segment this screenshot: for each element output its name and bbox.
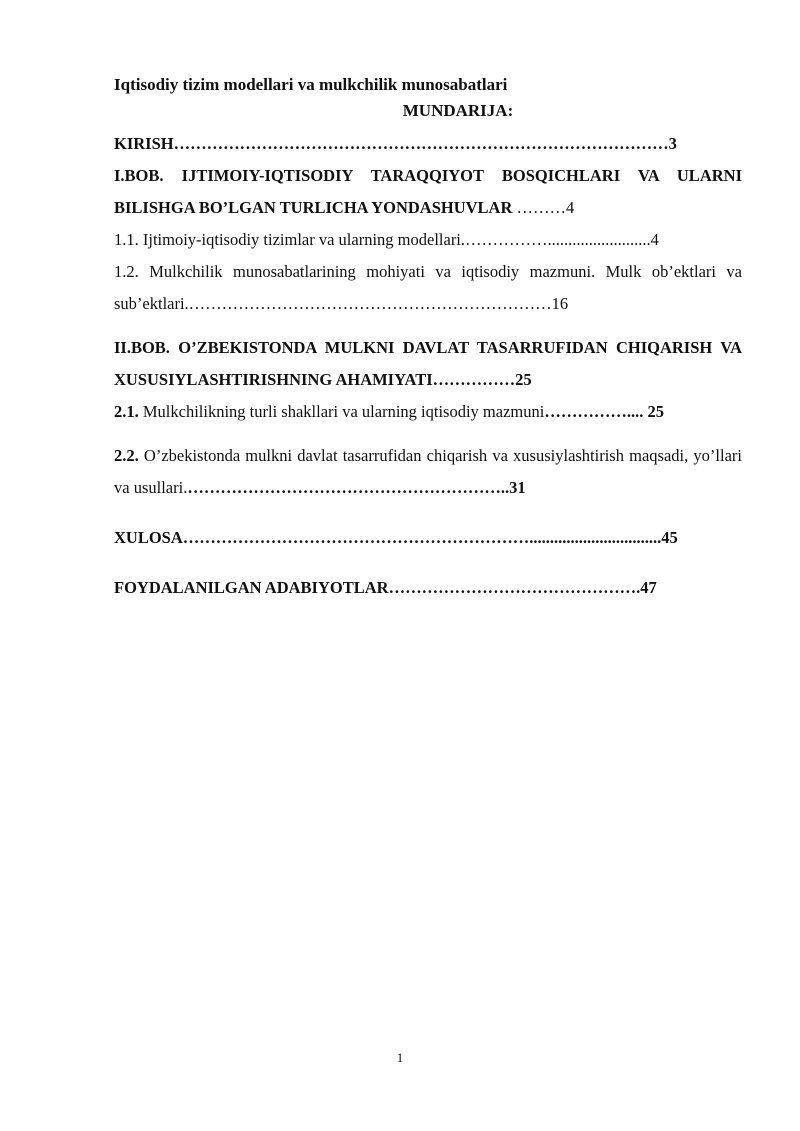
toc-entry-1-1: 1.1. Ijtimoiy-iqtisodiy tizimlar va ularning modellari.…………….........................4 [114,230,659,249]
toc-entry-bob2: II.BOB. O’ZBEKISTONDA MULKNI DAVLAT TASARRUFIDAN CHIQARISH VA XUSUSIYLASHTIRISHNING AHAMIYATI……………25 [114,338,742,389]
toc-entry-2-2-number: 2.2. [114,446,139,465]
toc-heading: MUNDARIJA: [402,101,514,120]
toc-entry-adabiyotlar: FOYDALANILGAN ADABIYOTLAR……………………………………….47 [114,578,657,597]
toc-entry-2-1 [114,396,742,428]
page-number: 1 [396,1050,404,1065]
toc-entry-2-2-text: O’zbekistonda mulkni davlat tasarrufidan chiqarish va xususiylashtirish maqsadi, yo’llari va usullari. [114,446,742,497]
toc-entry-2-1-text: Mulkchilikning turli shakllari va ularning iqtisodiy mazmuni [138,402,545,421]
toc-entry-2-2 [114,440,742,504]
toc-entry-2-1-number: 2.1. [114,402,139,421]
toc-entry-kirish: KIRISH………………………………………………………………………………3 [114,134,677,153]
document-title: Iqtisodiy tizim modellari va mulkchilik munosabatlari [114,75,508,94]
toc-entry-bob1-text: I.BOB. IJTIMOIY-IQTISODIY TARAQQIYOT BOSQICHLARI VA ULARNI BILISHGA BO’LGAN TURLICHA YONDASHUVLAR [114,166,742,217]
toc-entry-2-2-page: …………………………………………………..31 [187,478,526,497]
toc-entry-1-2: 1.2. Mulkchilik munosabatlarining mohiyati va iqtisodiy mazmuni. Mulk ob’ektlari va sub’ektlari.…………………………………………………………16 [114,262,742,313]
toc-entry-2-1-page: …………….... 25 [544,402,664,421]
toc-entry-bob1-page: ………4 [512,198,575,217]
document-page [114,72,742,604]
toc-entry-bob1 [114,160,742,224]
toc-entry-xulosa: XULOSA………………………………………………………................................45 [114,528,678,547]
